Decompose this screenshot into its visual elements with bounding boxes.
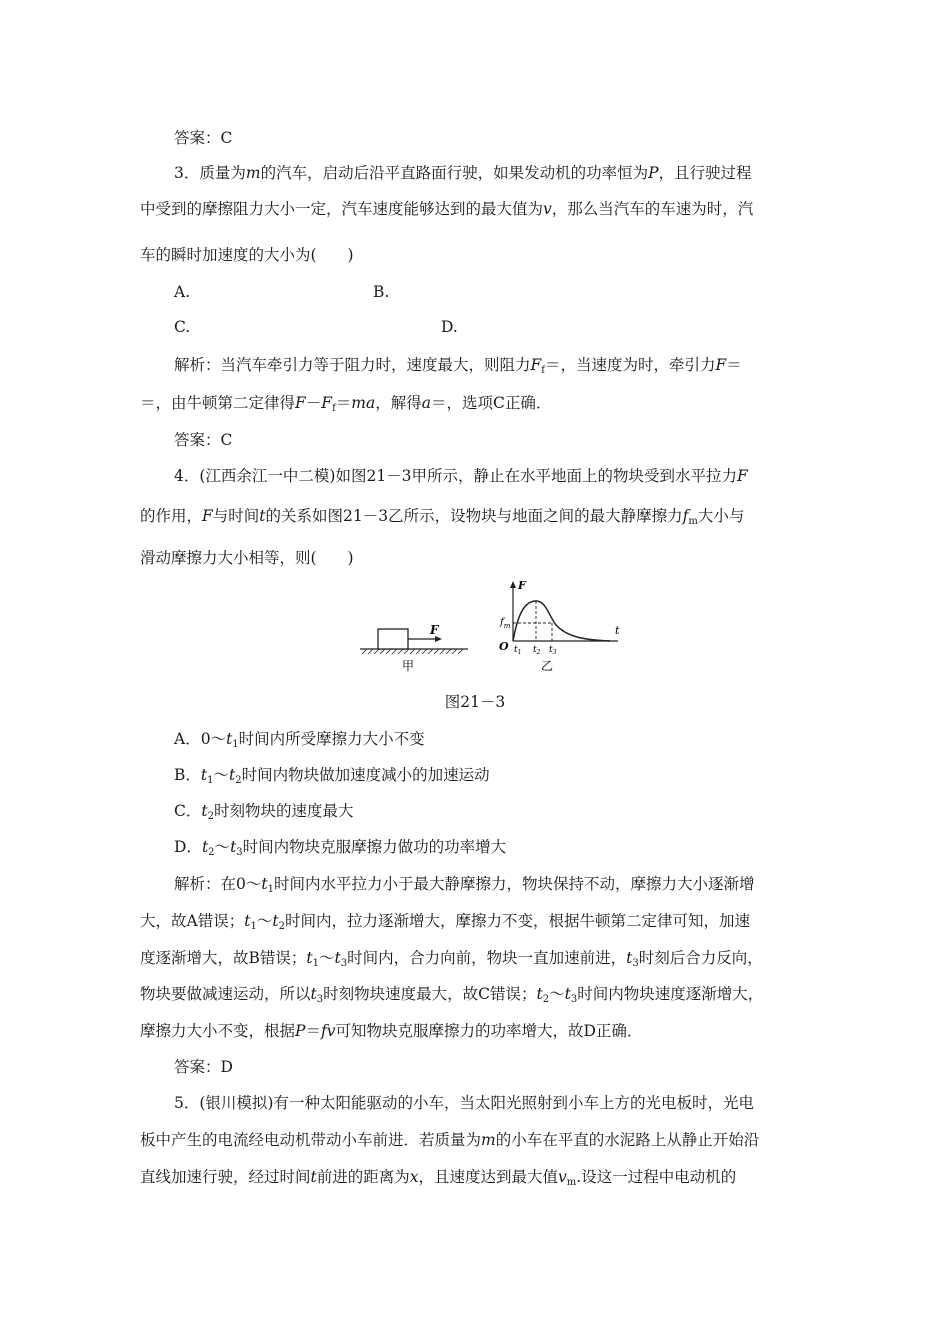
label-force-f: F (430, 623, 439, 637)
q4-option-b: B．$t_1\sim t_2$时间内物块做加速度减小的加速运动 (174, 766, 490, 786)
block (378, 629, 408, 649)
figure-jia (360, 623, 468, 673)
q3-stem-line-2: 中受到的摩擦阻力大小一定，汽车速度能够达到的最大值为v，那么当汽车的车速为时，汽 (140, 200, 754, 218)
q3-analysis-line-2: ＝，由牛顿第二定律得$F-F_f=ma$，解得a＝，选项C正确． (140, 394, 552, 414)
f-axis-arrowhead (510, 581, 516, 588)
q3-option-d: D. (441, 318, 458, 336)
label-t1: $t_1$ (514, 645, 522, 656)
q3-stem-line-1: 3．质量为m的汽车，启动后沿平直路面行驶，如果发动机的功率恒为P，且行驶过程 (174, 164, 752, 182)
q4-analysis-line-4: 物块要做减速运动，所以$t_3$时刻物块速度最大，故C错误；$t_2\sim t_3$时间内物块速度逐渐增大， (140, 985, 764, 1005)
label-t3: $t_3$ (549, 645, 557, 656)
q3-option-c: C. (174, 318, 191, 336)
q3-option-b: B. (373, 283, 390, 301)
q3-option-a: A. (174, 283, 191, 301)
ground-hatching (362, 649, 463, 654)
q3-analysis-line-1: 解析：当汽车牵引力等于阻力时，速度最大，则阻力$F_f=$，当速度为时，牵引力F＝ (174, 356, 742, 376)
force-curve (513, 601, 610, 641)
figure-yi (499, 579, 620, 673)
label-fm: $f_m$ (500, 617, 511, 630)
label-origin: O (499, 640, 509, 653)
figure-21-3 (350, 578, 650, 678)
label-yi: 乙 (541, 659, 554, 673)
figure-caption: 图21－3 (444, 693, 506, 711)
q4-option-c: C．$t_2$时刻物块的速度最大 (174, 802, 354, 822)
label-axis-t: t (615, 624, 620, 637)
q4-stem-line-3: 滑动摩擦力大小相等，则( ) (140, 549, 354, 567)
label-t2: $t_2$ (533, 645, 541, 656)
q2-answer: 答案：C (174, 129, 233, 147)
label-jia: 甲 (402, 659, 415, 673)
q4-answer: 答案：D (174, 1058, 233, 1076)
q4-stem-line-1: 4．(江西余江一中二模)如图21－3甲所示，静止在水平地面上的物块受到水平拉力F (174, 467, 748, 485)
q4-stem-line-2: 的作用，F与时间t的关系如图21－3乙所示，设物块与地面之间的最大静摩擦力$f_m$大小与 (140, 507, 745, 527)
q3-answer: 答案：C (174, 431, 233, 449)
q4-analysis-line-1: 解析：在$0\sim t_1$时间内水平拉力小于最大静摩擦力，物块保持不动，摩擦力大小逐渐增 (174, 875, 755, 895)
q4-analysis-line-3: 度逐渐增大，故B错误；$t_1\sim t_3$时间内，合力向前，物块一直加速前进，$t_3$时刻后合力反向， (140, 949, 763, 969)
q4-option-d: D．$t_2\sim t_3$时间内物块克服摩擦力做功的功率增大 (174, 838, 507, 858)
q5-stem-line-3: 直线加速行驶，经过时间t前进的距离为x，且速度达到最大值$v_m$.设这一过程中电动机的 (140, 1168, 737, 1188)
label-axis-f: F (518, 579, 526, 592)
q5-stem-line-2: 板中产生的电流经电动机带动小车前进．若质量为m的小车在平直的水泥路上从静止开始沿 (140, 1131, 760, 1149)
q3-stem-line-3: 车的瞬时加速度的大小为( ) (140, 246, 354, 264)
q4-option-a: A．$0\sim t_1$时间内所受摩擦力大小不变 (174, 730, 425, 750)
q4-analysis-line-2: 大，故A错误；$t_1\sim t_2$时间内，拉力逐渐增大，摩擦力不变，根据牛顿第二定律可知，加速 (140, 912, 750, 932)
q5-stem-line-1: 5．(银川模拟)有一种太阳能驱动的小车，当太阳光照射到小车上方的光电板时，光电 (174, 1094, 754, 1112)
q4-analysis-line-5: 摩擦力大小不变，根据P＝fv可知物块克服摩擦力的功率增大，故D正确． (140, 1022, 643, 1040)
